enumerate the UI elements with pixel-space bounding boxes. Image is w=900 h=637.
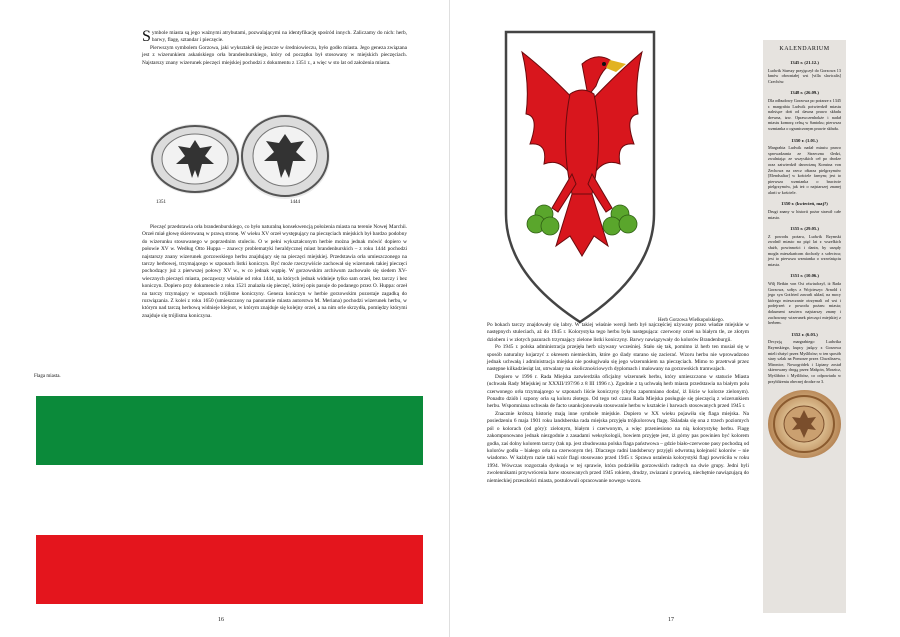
- decorative-seal-image: [768, 390, 841, 458]
- kalendarium-sidebar: [763, 40, 846, 613]
- kalendarium-entry: [768, 332, 841, 384]
- intro-paragraph-2: Pierwszym symbolem Gorzowa, jaki wykształcił się jeszcze w średniowieczu, było godło miasta. Jego geneza związana jest z wizerunkiem askańskiego orła brandenburskiego, który od początku był stosowany w miejskich pieczęciach. Najstarszy znany wizerunek pieczęci miejskiej pochodzi z dokumentu z 1351 r., a więc w sto lat od założenia miasta.: [142, 44, 407, 66]
- seal-1444-image: [240, 114, 330, 199]
- body-paragraph: Pieczęć przedstawia orła brandenburskiego, co było naturalną konsekwencją położenia miasta na terenie Nowej Marchii. Orzeł miał głowę skierowaną w prawą stronę. W wieku XV orzeł występujący na pieczęciach miejskich był bardzo podobny do wizerunku stosowanego w poprzednim stuleciu. O w pełni wykształconym herbie można jednak mówić dopiero w połowie XV w. Według Otto Huppa – znawcy problematyki heraldycznej miast brandenburskich – z roku 1444 pochodzi najstarszy znany wizerunek gorzowskiego herbu znajdujący się na pieczęci miejskiej. Przedstawia orła umieszczonego na tarczy herbowej, trzymającego w szponach listki koniczyn. Być może rzeczywiście zachował się wizerunek takiej pieczęci pochodzący już z pierwszej połowy XV w., w co jednak wątpię. W gorzowskim archiwum zachowało się siedem XV-wiecznych pieczęci miasta, począwszy właśnie od roku 1444, na których jednak widnieje tylko sam orzeł, bez tarczy i bez koniczyn. Dopiero przy dokumencie z roku 1521 znalazła się pieczęć, której opis pasuje do podanego przez O. Huppa: orzeł na tarczy trzymający w szponach trójlistne koniczyny. Geneza koniczyn w herbie gorzowskim pozostaje zagadką do rozwiązania. Z kolei z roku 1650 (umieszczony na panoramie miasta autorstwa M. Meriana) pochodzi wizerunek herbu, w którym nad tarczą herbową widnieje klejnot, w którym znajduje się kolejny orzeł, a na nim orle skrzydła, pomiędzy którymi znajduje się trójlistna koniczyna.: [142, 224, 407, 319]
- kalendarium-entry-text: Wilj Betkin von Ost oświadczył, iż Rada Gorzowa, sołtys z Wojcieszyc Arnold i jego syn Gotfried zawarli układ, na mocy którego mieszczanie otrzymali od wsi i podejrzeń z powodu pożaru miasta; dokument zawiera najstarszy znany i zachowany wizerunek pieczęci miejskiej z herbem.: [768, 281, 841, 326]
- kalendarium-entry: [768, 60, 841, 84]
- flag-stripe-red: [36, 535, 423, 604]
- kalendarium-entries: [768, 60, 841, 384]
- right-paragraph-3: Dopiero w 1996 r. Rada Miejska zatwierdziła oficjalny wizerunek herbu, który umieszczono w statucie Miasta (uchwała Rady Miejskiej nr XXXII/197/96 z 8 III 1996 r.). Zgodnie z tą uchwałą herb miasta przedstawia na białym polu czerwonego orła trzymającego w szponach liście koniczyny (chyba zapomniano dodać, iż liście w kolorze zielonym). Ponadto dziób i szpony orła są koloru złotego. Od tego też czasu Rada Miejska posługuje się pieczęcią z wizerunkiem herbu. Wspomniana uchwała de facto usankcjonowała stosowanie herbu w kształcie i barwach stosowanych przed 1945 r.: [487, 373, 749, 410]
- kalendarium-entry-date: 1352 r. (6.03.): [791, 331, 818, 337]
- page-number-right: 17: [668, 617, 674, 623]
- flag-caption: Flaga miasta.: [34, 374, 61, 379]
- kalendarium-entry-text: Dla odbudowy Gorzowa po pożarze z 1345 r. margrabia Ludwik potwierdził miastu należące doń od dawna prawo składu drewna, tzw. Oprawczenhokże i nadał miastu komorę celną w Santoku; pierwsza wzmianka o ograniczonym prawie składu.: [768, 97, 841, 131]
- seal-caption-1351: 1351: [156, 200, 166, 205]
- kalendarium-entry: [768, 90, 841, 131]
- seal-caption-1444: 1444: [290, 200, 300, 205]
- intro-paragraph-1: Symbole miasta są jego ważnymi atrybutami, pozwalającymi na identyfikację spośród innych. Zaliczamy do nich: herb, barwy, flagę, sztandar i pieczęcie.: [142, 28, 407, 45]
- kalendarium-entry-date: 1350 r. (kwiecień, maj?): [781, 201, 828, 207]
- flag-stripe-green: [36, 396, 423, 465]
- right-paragraph-2: Po 1945 r. polska administracja przejęła herb używany wcześniej. Stało się tak, pomimo iż herb ten musiał się w sposób naturalny kojarzyć z okresem niemieckim, które go ślady starano się zacierać. Wzoru herbu nie wprowadzono jednak uchwałą i administracja miejska nie posługiwała się jego wizerunkiem na pieczęciach. Mimo to przetrwał przez następne kilkadziesiąt lat, utrwalany na okolicznościowych dyplomach i malowany na gorzowskich tramwajach.: [487, 344, 749, 373]
- seal-1351-image: [150, 124, 240, 194]
- kalendarium-entry-text: Z powodu pożaru, Ludwik Rzymski zwolnił miasto na pięć lat z wszelkich służb, powinności i danin, by urzędy mogła mieszkańcom dochody z sołectwa; jest to pierwsza wzmianka o wzrośnięciu miasta.: [768, 233, 841, 267]
- kalendarium-entry: [768, 201, 841, 220]
- kalendarium-entry-date: 1348 r. (26.09.): [790, 90, 819, 96]
- coat-of-arms-caption: Herb Gorzowa Wielkopolskiego.: [658, 318, 724, 323]
- intro-text: [142, 30, 407, 67]
- kalendarium-entry-text: Ludwik Starszy przyjęczył do Gorzowa 13 łanów ołowniałej wsi [villa slavicalis] Czechów.: [768, 67, 841, 84]
- kalendarium-entry-text: Drugi znany w historii pożar strawił całe miasto.: [768, 209, 841, 220]
- kalendarium-entry-date: 1350 r. (1.01.): [791, 137, 818, 143]
- kalendarium-entry-text: Margrabia Ludwik nadał miastu prawo sprowadzania ze Strzeczna śledzi, zwalniając ze wszystkich ceł po drodze oraz zatwierdził darowiznę Konstna von Zechowa na rzecz ołtarza pielgrzymów [Elendsaltar] w kościele farnym; jest to pierwsza wzmianka o bractwie pielgrzymów, jak też o najstarszej znanej alarii w kościele.: [768, 145, 841, 195]
- kalendarium-entry: [768, 138, 841, 196]
- body-text: [142, 224, 407, 320]
- kalendarium-entry: [768, 226, 841, 267]
- kalendarium-entry-date: 1345 r. (21.12.): [790, 60, 819, 65]
- coat-of-arms-image: [500, 24, 660, 324]
- kalendarium-entry-date: 1355 r. (29.05.): [790, 226, 819, 232]
- right-body-text: [487, 322, 749, 485]
- kalendarium-entry-date: 1351 r. (10.06.): [790, 273, 819, 279]
- dropcap: S: [142, 28, 151, 45]
- city-flag-image: [36, 396, 423, 604]
- flag-stripe-white: [36, 465, 423, 534]
- kalendarium-entry-text: Decyzją margrabiego Ludwika Rzymskiego, kupcy jadący z Gorzowa mieli służyć przez Myślibórz; w ten sposób stary szlak na Pomorze przez Chwaliszew, Mironice, Nowogródek i Lipiany został skierowany drogą przez Małęcin, Morzicz, Myślibórz i Myślibórz, co odpowiada w przybliżeniu obecnej drodze nr 3.: [768, 339, 841, 384]
- page-number-left: 16: [218, 617, 224, 623]
- right-paragraph-4: Znacznie krótszą historię mają inne symbole miejskie. Dopiero w XX wieku pojawiła się flaga miejska. Na posiedzeniu 6 maja 1901 roku landsberska rada miejska przyjęła trójkolorową flagę. Składała się ona z trzech poziomych pól o kolorach (od góry): zielonym, białym i czerwonym, a więc przeniesiono na nią kolorystykę herbu. Flagę zakomponowano jednak niezgodnie z zasadami weksykologii, bowiem przyjęte jest, iż górny pas powinien być kolorem godła, zaś dolny kolorem tarczy (tak np. jest zbudowana polska flaga państwowa – gdzie biało-czerwone pasy pochodzą od kolorów godła – białego orła na czerwonym tle). Dlaczego radni landsberscy przyjęli odwrotną kolejność kolorów – nie wiadomo. W każdym razie taki wzór flagi stosowano przed 1945 r. Sprawa ustalenia kolorystyki flagi powróciła w roku 1994. Wówczas rozgorzała dyskusja w tej sprawie, która podzieliła gorzowskich radnych na dwie grupy. Jedni byli zwolennikami przywrócenia barw stosowanych przed 1945 rokiem, drudzy, zwiazani z prawicą, niechętnie nawiązującą do niemieckiej przeszłości miasta, postulowali opracowanie nowego wzoru.: [487, 410, 749, 484]
- kalendarium-title: KALENDARIUM: [779, 46, 830, 52]
- right-paragraph-1: Po bokach tarczy znajdowały się labry. W takiej właśnie wersji herb był najczęściej używany przez władze miejskie w następnych stuleciach, aż do 1945 r. Kolorystyka tego herbu była następująca: czerwony orzeł na białym tle, ze złotym dziobem i w złotych pazurach trzymający zielone listki koniczyny. Barwy nawiązywały do kolorów Brandenburgii.: [487, 322, 749, 343]
- kalendarium-entry: [768, 273, 841, 325]
